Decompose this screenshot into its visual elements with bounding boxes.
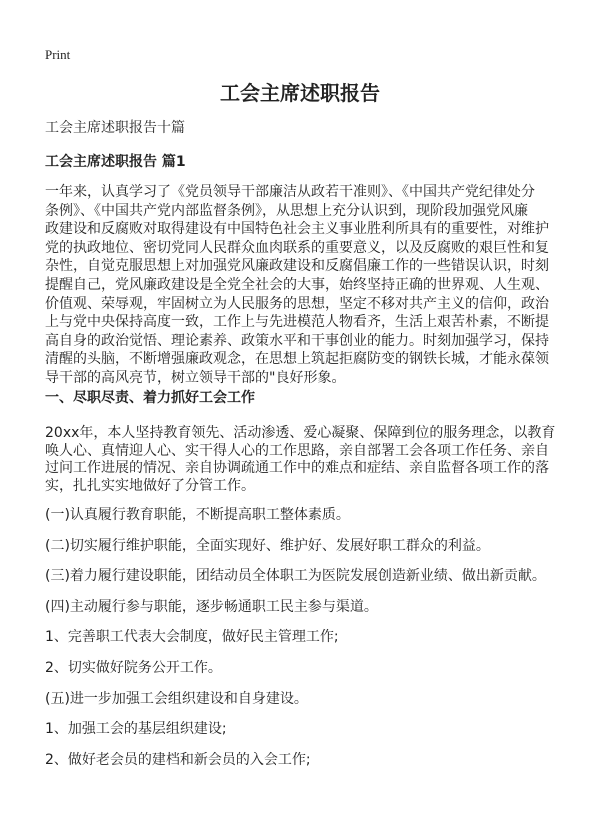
paragraph-line: 杂性，自觉克服思想上对加强党风廉政建设和反腐倡廉工作的一些错误认识，时刻 [45, 258, 549, 274]
list-item: (五)进一步加强工会组织建设和自身建设。 [45, 691, 308, 707]
list-item: (四)主动履行参与职能，逐步畅通职工民主参与渠道。 [45, 599, 378, 615]
list-item: 1、加强工会的基层组织建设; [45, 721, 227, 737]
list-item: 2、切实做好院务公开工作。 [45, 660, 222, 676]
list-item: (三)着力履行建设职能，团结动员全体职工为医院发展创造新业绩、做出新贡献。 [45, 568, 546, 584]
list-item: 1、完善职工代表大会制度，做好民主管理工作; [45, 629, 339, 645]
list-item: (二)切实履行维护职能，全面实现好、维护好、发展好职工群众的利益。 [45, 538, 490, 554]
section-heading-1: 一、尽职尽责、着力抓好工会工作 [45, 390, 255, 406]
paragraph-line: 清醒的头脑，不断增强廉政观念，在思想上筑起拒腐防变的钢铁长城，才能永葆领 [45, 351, 549, 367]
paragraph-line: 导干部的高风亮节，树立领导干部的"良好形象。 [45, 370, 346, 386]
list-item: (一)认真履行教育职能，不断提高职工整体素质。 [45, 507, 350, 523]
paragraph-line: 价值观、荣辱观，牢固树立为人民服务的思想，坚定不移对共产主义的信仰，政治 [45, 296, 549, 312]
print-label: Print [45, 47, 71, 62]
subtitle: 工会主席述职报告十篇 [45, 120, 185, 136]
paragraph-line: 实，扎扎实实地做好了分管工作。 [45, 478, 255, 494]
heading-1: 工会主席述职报告 篇1 [45, 154, 186, 170]
list-item: 2、做好老会员的建档和新会员的入会工作; [45, 752, 311, 768]
paragraph-line: 20xx年，本人坚持教育领先、活动渗透、爱心凝聚、保障到位的服务理念，以教育 [45, 425, 556, 441]
paragraph-line: 党的执政地位、密切党同人民群众血肉联系的重要意义，以及反腐败的艰巨性和复 [45, 240, 549, 256]
paragraph-line: 高自身的政治觉悟、理论素养、政策水平和干事创业的能力。时刻加强学习，保持 [45, 333, 549, 349]
paragraph-line: 唤人心、真情迎人心、实干得人心的工作思路，亲自部署工会各项工作任务、亲自 [45, 443, 549, 459]
paragraph-line: 上与党中央保持高度一致，工作上与先进模范人物看齐，生活上艰苦朴素，不断提 [45, 314, 549, 330]
paragraph-line: 一年来，认真学习了《党员领导干部廉洁从政若干准则》、《中国共产党纪律处分 [45, 184, 535, 200]
paragraph-line: 条例》、《中国共产党内部监督条例》，从思想上充分认识到，现阶段加强党风廉 [45, 203, 528, 219]
paragraph-line: 提醒自己，党风廉政建设是全党全社会的大事，始终坚持正确的世界观、人生观、 [45, 277, 549, 293]
paragraph-line: 过问工作进展的情况、亲自协调疏通工作中的难点和症结、亲自监督各项工作的落 [45, 460, 549, 476]
document-title: 工会主席述职报告 [220, 81, 380, 105]
paragraph-line: 政建设和反腐败对取得建设有中国特色社会主义事业胜利所具有的重要性，对维护 [45, 221, 549, 237]
